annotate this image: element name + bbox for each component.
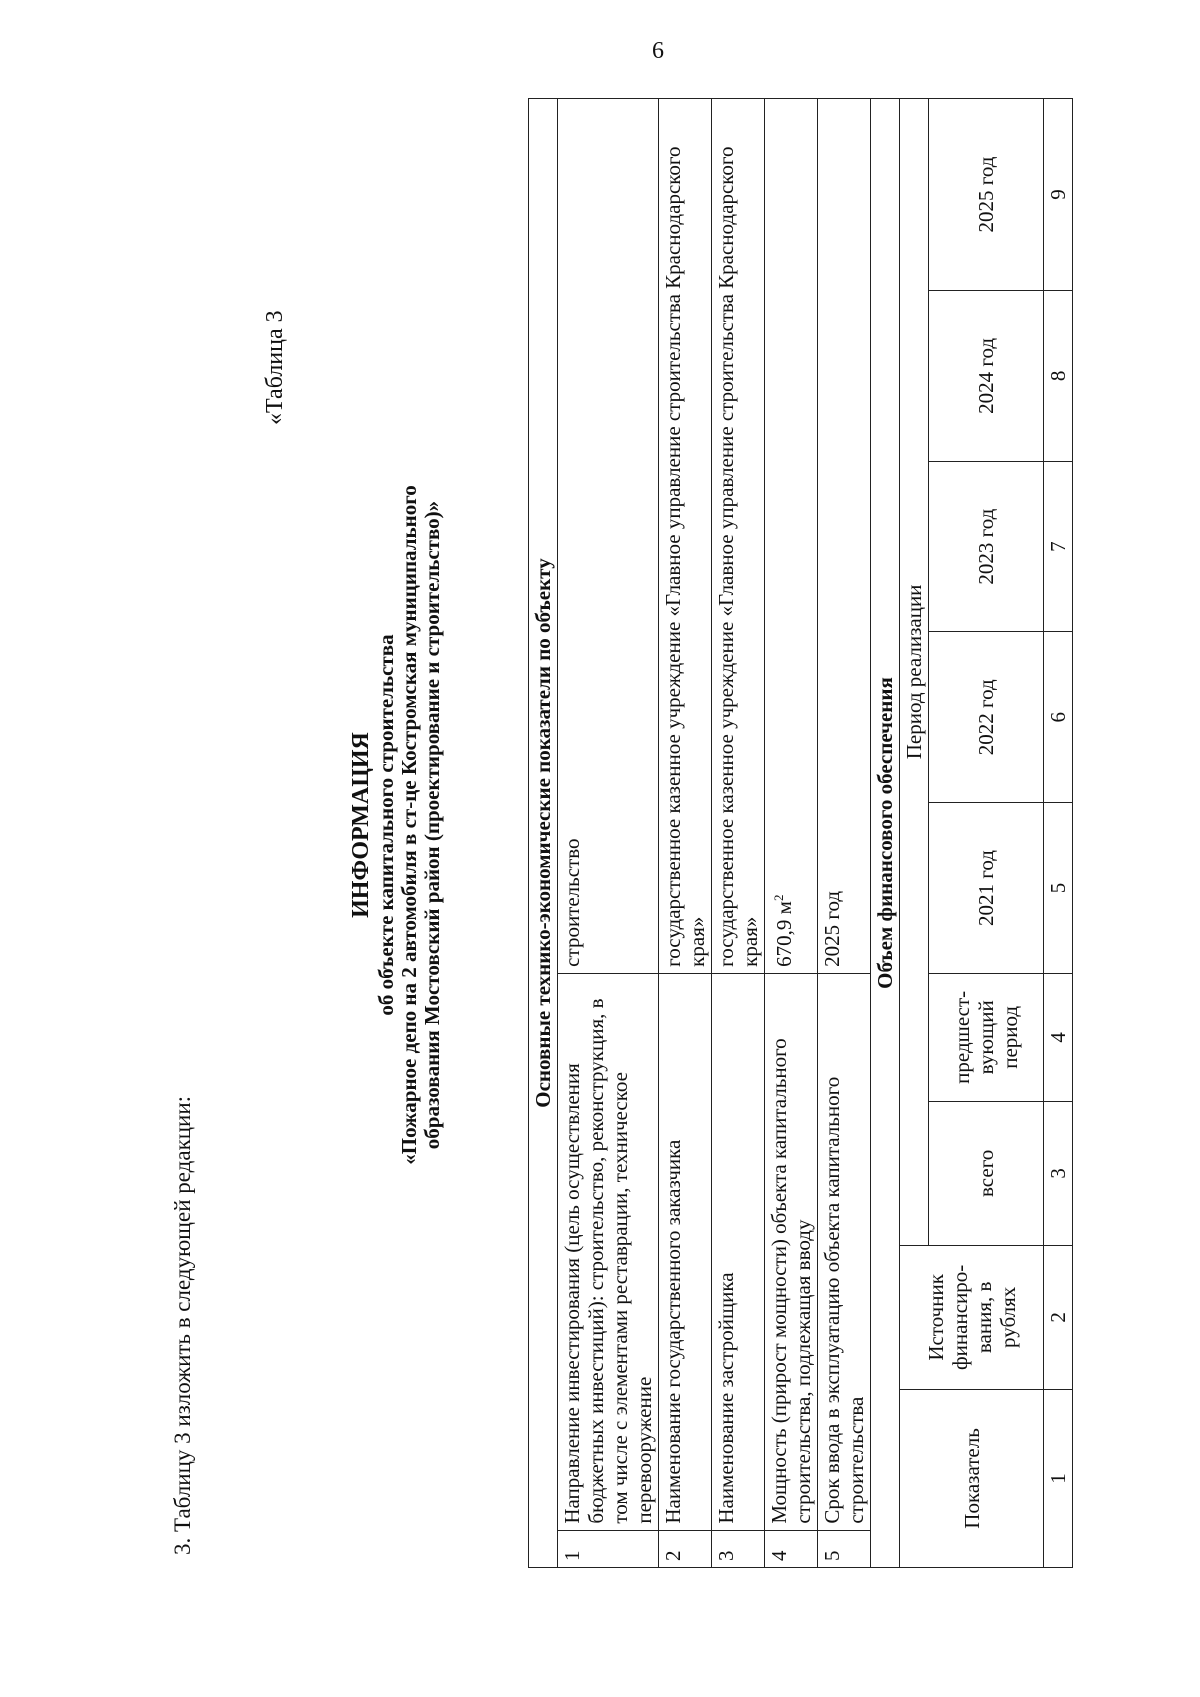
- column-header-2024: 2024 год: [929, 291, 1044, 462]
- column-header-2025: 2025 год: [929, 99, 1044, 291]
- indicator-row: [712, 99, 765, 1568]
- heading-line-2: «Пожарное депо на 2 автомобиля в ст-це Костромская муниципального: [397, 485, 421, 1165]
- column-header-2023: 2023 год: [929, 461, 1044, 632]
- column-header-total: всего: [929, 1101, 1044, 1245]
- indicator-row: [558, 99, 659, 1568]
- column-number: 7: [1044, 461, 1073, 632]
- table-label: «Таблица 3: [262, 310, 288, 425]
- period-header: Период реализации: [900, 99, 929, 1246]
- column-header-source: Источник финансиро-вания, в рублях: [900, 1245, 1044, 1389]
- column-number: 9: [1044, 99, 1073, 291]
- heading-line-3: образования Мостовский район (проектирование и строительство)»: [420, 500, 444, 1150]
- page-number: 6: [652, 38, 664, 64]
- info-table-container: [528, 98, 1118, 1568]
- column-header-2022: 2022 год: [929, 632, 1044, 803]
- indicator-label: Мощность (прирост мощности) объекта капитального строительства, подлежащая вводу: [765, 973, 818, 1530]
- heading-line-1: об объекте капитального строительства: [374, 634, 398, 1016]
- indicator-number: 4: [765, 1530, 818, 1567]
- indicators-section-title: Основные технико-экономические показатели по объекту: [529, 99, 558, 1568]
- indicator-number: 3: [712, 1530, 765, 1567]
- indicator-label: Направление инвестирования (цель осуществления бюджетных инвестиций): строительство, реконструкция, в том числе с элементами реставрации, техническое перевооружение: [558, 973, 659, 1530]
- column-number: 3: [1044, 1101, 1073, 1245]
- indicator-row: [818, 99, 871, 1568]
- indicator-value: [765, 99, 818, 974]
- column-number: 8: [1044, 291, 1073, 462]
- indicator-number: 1: [558, 1530, 659, 1567]
- column-header-previous-period: предшест-вующий период: [929, 973, 1044, 1101]
- indicator-value-superscript: 2: [771, 894, 786, 902]
- indicator-value: государственное казенное учреждение «Главное управление строительства Краснодарского края»: [712, 99, 765, 974]
- intro-text: 3. Таблицу 3 изложить в следующей редакции:: [170, 1095, 195, 1555]
- financing-section-title: Объем финансового обеспечения: [871, 99, 900, 1568]
- indicator-value: 2025 год: [818, 99, 871, 974]
- financing-header-row: [900, 99, 929, 1568]
- indicator-row: [765, 99, 818, 1568]
- indicator-label: Срок ввода в эксплуатацию объекта капитального строительства: [818, 973, 871, 1530]
- column-number: 4: [1044, 973, 1073, 1101]
- indicator-row: [659, 99, 712, 1568]
- financing-section-row: [871, 99, 900, 1568]
- column-header-2021: 2021 год: [929, 803, 1044, 974]
- heading-title: ИНФОРМАЦИЯ: [348, 732, 374, 918]
- column-number-row: [1044, 99, 1073, 1568]
- indicators-section-row: [529, 99, 558, 1568]
- column-header-indicator: Показатель: [900, 1389, 1044, 1567]
- column-number: 6: [1044, 632, 1073, 803]
- indicator-value: государственное казенное учреждение «Главное управление строительства Краснодарского края»: [659, 99, 712, 974]
- document-heading: [347, 475, 483, 1175]
- column-number: 5: [1044, 803, 1073, 974]
- indicator-number: 5: [818, 1530, 871, 1567]
- indicator-value-text: 670,9 м: [772, 901, 796, 967]
- column-number: 2: [1044, 1245, 1073, 1389]
- indicator-value: строительство: [558, 99, 659, 974]
- indicator-label: Наименование застройщика: [712, 973, 765, 1530]
- column-number: 1: [1044, 1389, 1073, 1567]
- indicator-number: 2: [659, 1530, 712, 1567]
- indicator-label: Наименование государственного заказчика: [659, 973, 712, 1530]
- info-table: [528, 98, 1073, 1568]
